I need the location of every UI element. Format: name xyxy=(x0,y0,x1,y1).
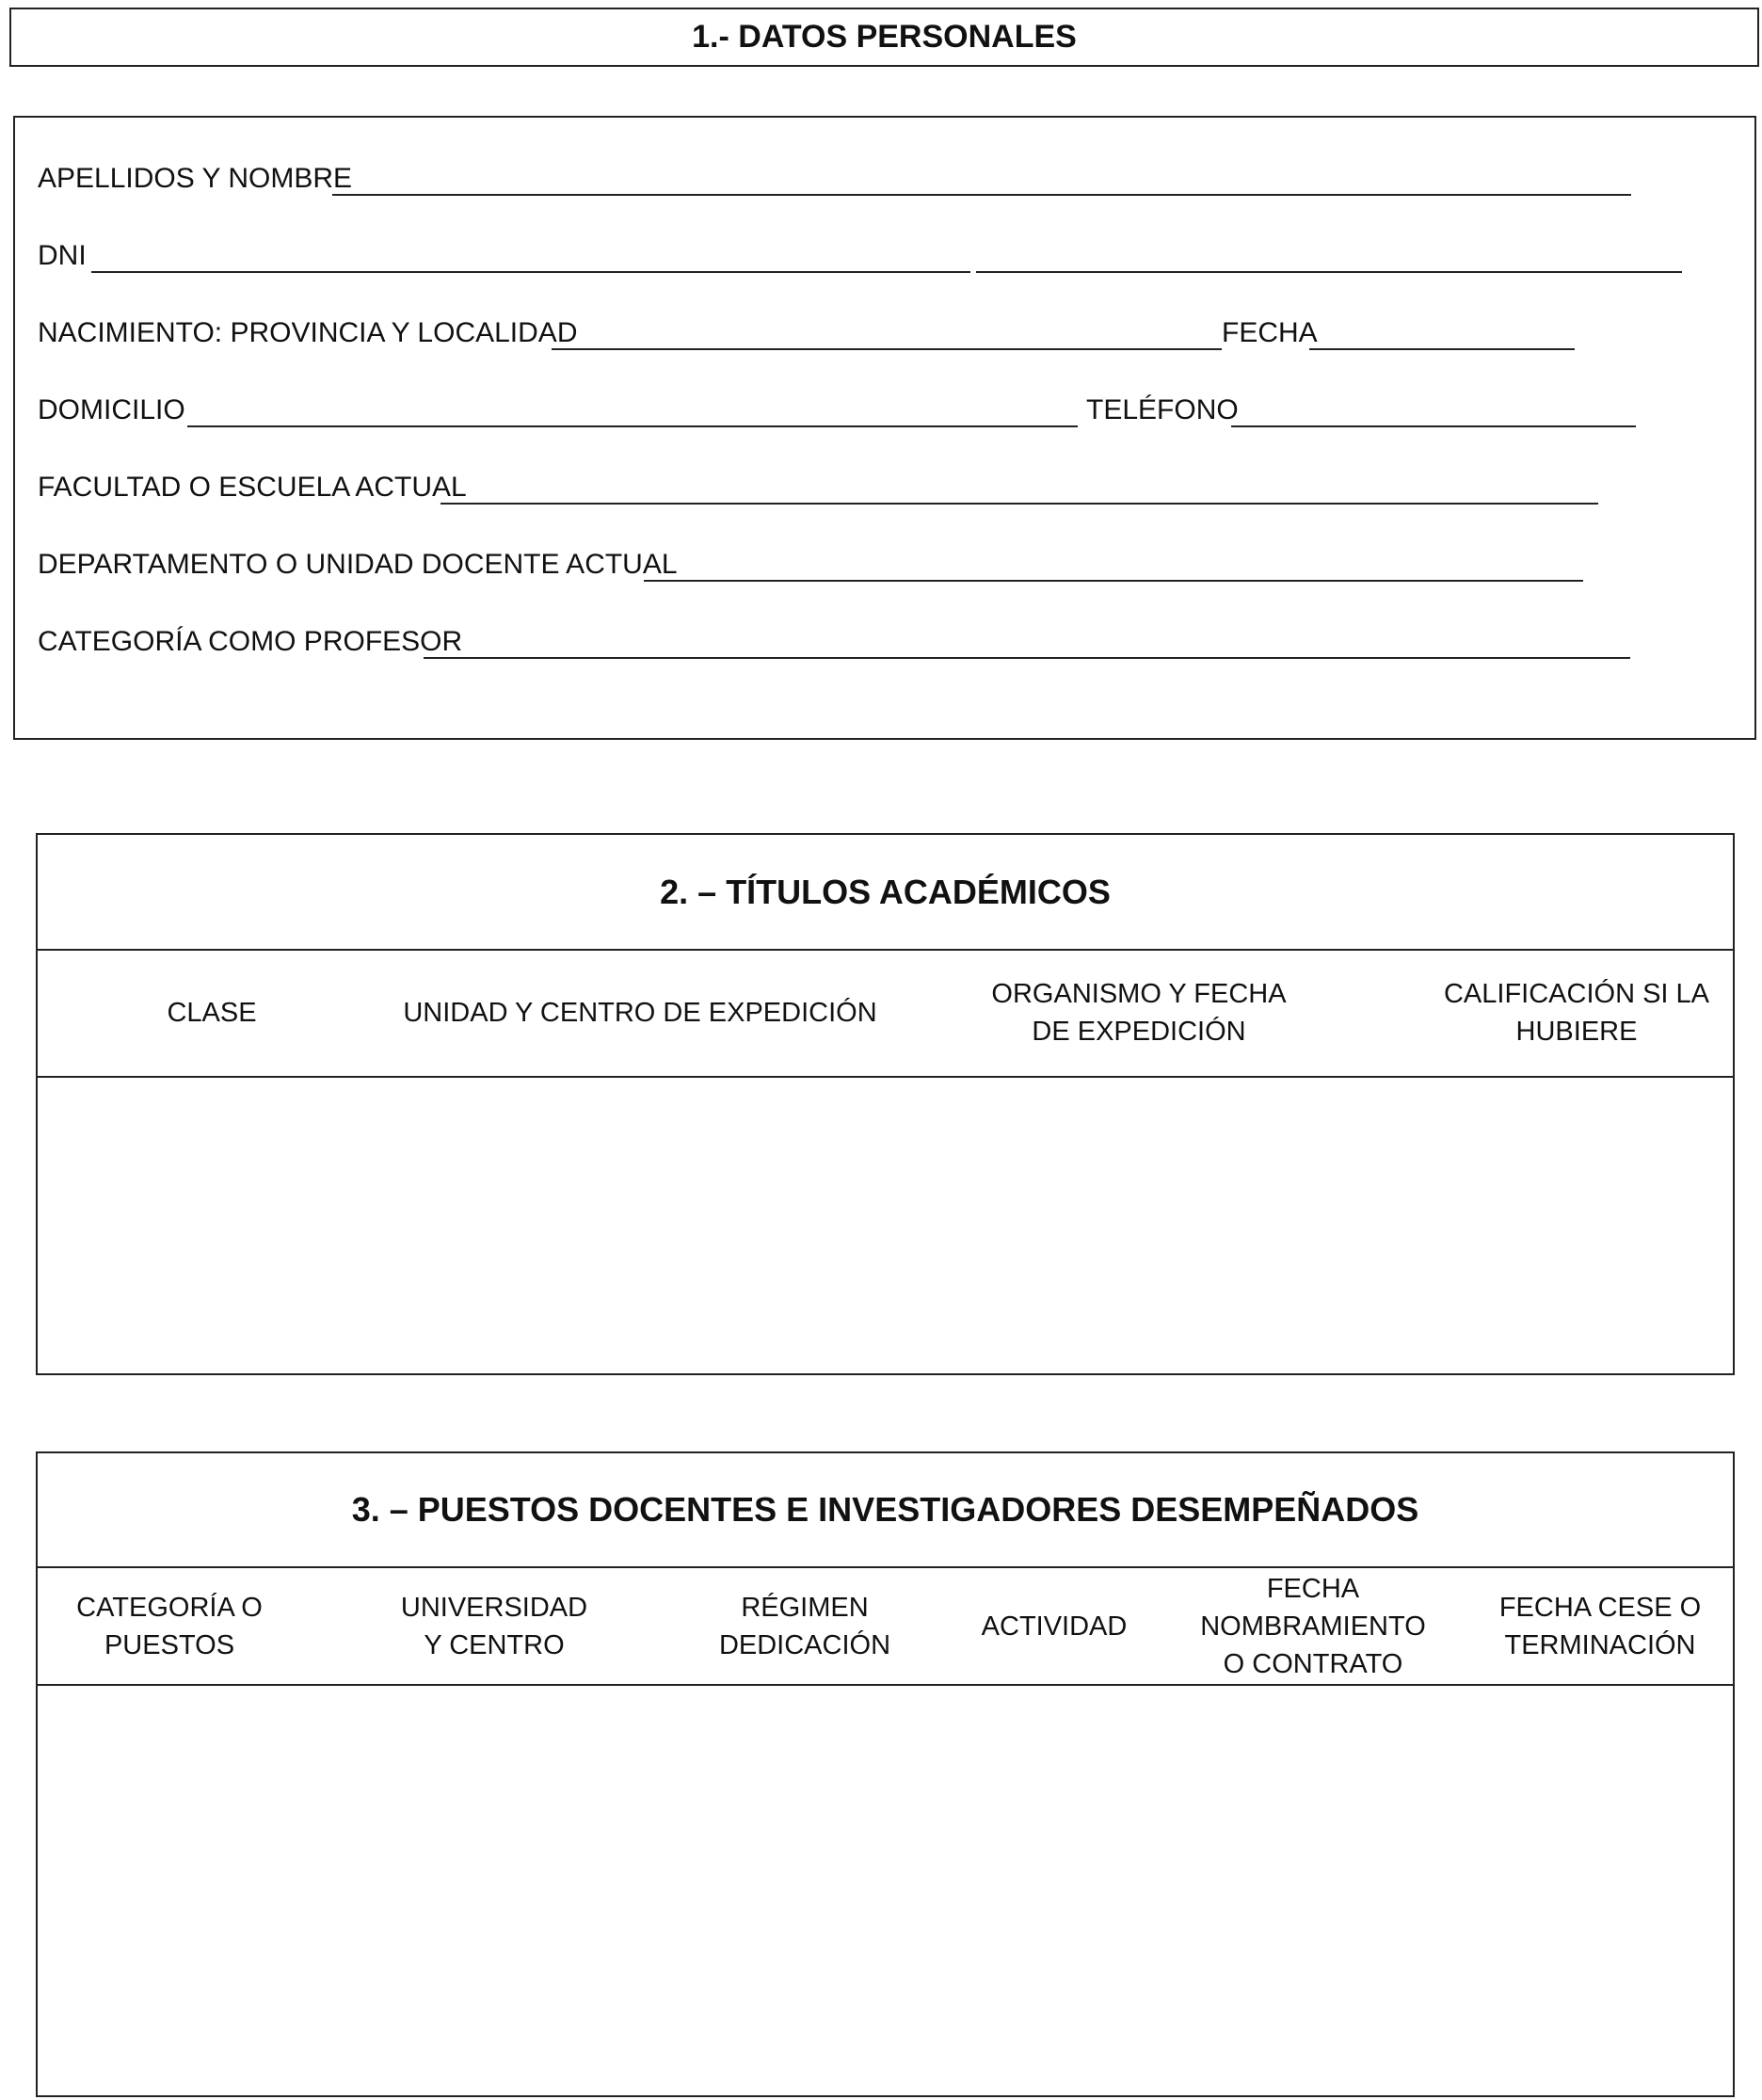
dni-row xyxy=(38,237,1732,275)
departamento-label: DEPARTAMENTO O UNIDAD DOCENTE ACTUAL xyxy=(38,549,678,580)
section-1-title: 1.- DATOS PERSONALES xyxy=(692,19,1077,55)
academic-titles-table xyxy=(36,833,1735,1375)
nacimiento-input-line[interactable] xyxy=(552,348,1222,350)
column-header-unidad: UNIDAD Y CENTRO DE EXPEDICIÓN xyxy=(403,997,877,1028)
apellidos-row xyxy=(38,160,1732,198)
column-header-calificacion: CALIFICACIÓN SI LA HUBIERE xyxy=(1443,978,1709,1047)
telefono-label: TELÉFONO xyxy=(1086,394,1239,425)
column-header-clase: CLASE xyxy=(167,997,257,1028)
nacimiento-row xyxy=(38,314,1732,352)
domicilio-row xyxy=(38,392,1732,429)
telefono-input-line[interactable] xyxy=(1231,425,1636,427)
apellidos-input-line[interactable] xyxy=(332,194,1631,196)
fecha-label: FECHA xyxy=(1222,317,1318,348)
dni-input-line[interactable] xyxy=(91,271,970,273)
column-header-organismo: ORGANISMO Y FECHA DE EXPEDICIÓN xyxy=(991,978,1287,1047)
fecha-input-line[interactable] xyxy=(1309,348,1575,350)
column-header-fecha-cese: FECHA CESE O TERMINACIÓN xyxy=(1498,1592,1702,1660)
categoria-input-line[interactable] xyxy=(424,657,1630,659)
titles-entry-area[interactable] xyxy=(38,1078,1733,1373)
section-2-title: 2. – TÍTULOS ACADÉMICOS xyxy=(660,872,1111,911)
categoria-row xyxy=(38,623,1732,661)
departamento-input-line[interactable] xyxy=(644,580,1583,582)
domicilio-input-line[interactable] xyxy=(187,425,1078,427)
column-header-categoria: CATEGORÍA O PUESTOS xyxy=(76,1592,263,1660)
column-header-actividad: ACTIVIDAD xyxy=(981,1611,1128,1642)
dni-label: DNI xyxy=(38,240,87,271)
facultad-label: FACULTAD O ESCUELA ACTUAL xyxy=(38,472,467,503)
column-header-regimen: RÉGIMEN DEDICACIÓN xyxy=(718,1592,891,1660)
section-1-header xyxy=(9,8,1759,67)
apellidos-label: APELLIDOS Y NOMBRE xyxy=(38,163,353,194)
domicilio-label: DOMICILIO xyxy=(38,394,185,425)
positions-table xyxy=(36,1451,1735,2097)
dni-extra-input-line[interactable] xyxy=(976,271,1682,273)
positions-entry-area[interactable] xyxy=(38,1686,1733,2095)
facultad-input-line[interactable] xyxy=(440,503,1598,505)
column-header-universidad: UNIVERSIDAD Y CENTRO xyxy=(400,1592,588,1660)
departamento-row xyxy=(38,546,1732,584)
categoria-label: CATEGORÍA COMO PROFESOR xyxy=(38,626,463,657)
section-3-title: 3. – PUESTOS DOCENTES E INVESTIGADORES DESEMPEÑADOS xyxy=(351,1490,1419,1529)
column-header-fecha-nombramiento: FECHA NOMBRAMIENTO O CONTRATO xyxy=(1200,1573,1426,1679)
facultad-row xyxy=(38,469,1732,506)
nacimiento-label: NACIMIENTO: PROVINCIA Y LOCALIDAD xyxy=(38,317,578,348)
personal-data-form xyxy=(13,116,1756,740)
